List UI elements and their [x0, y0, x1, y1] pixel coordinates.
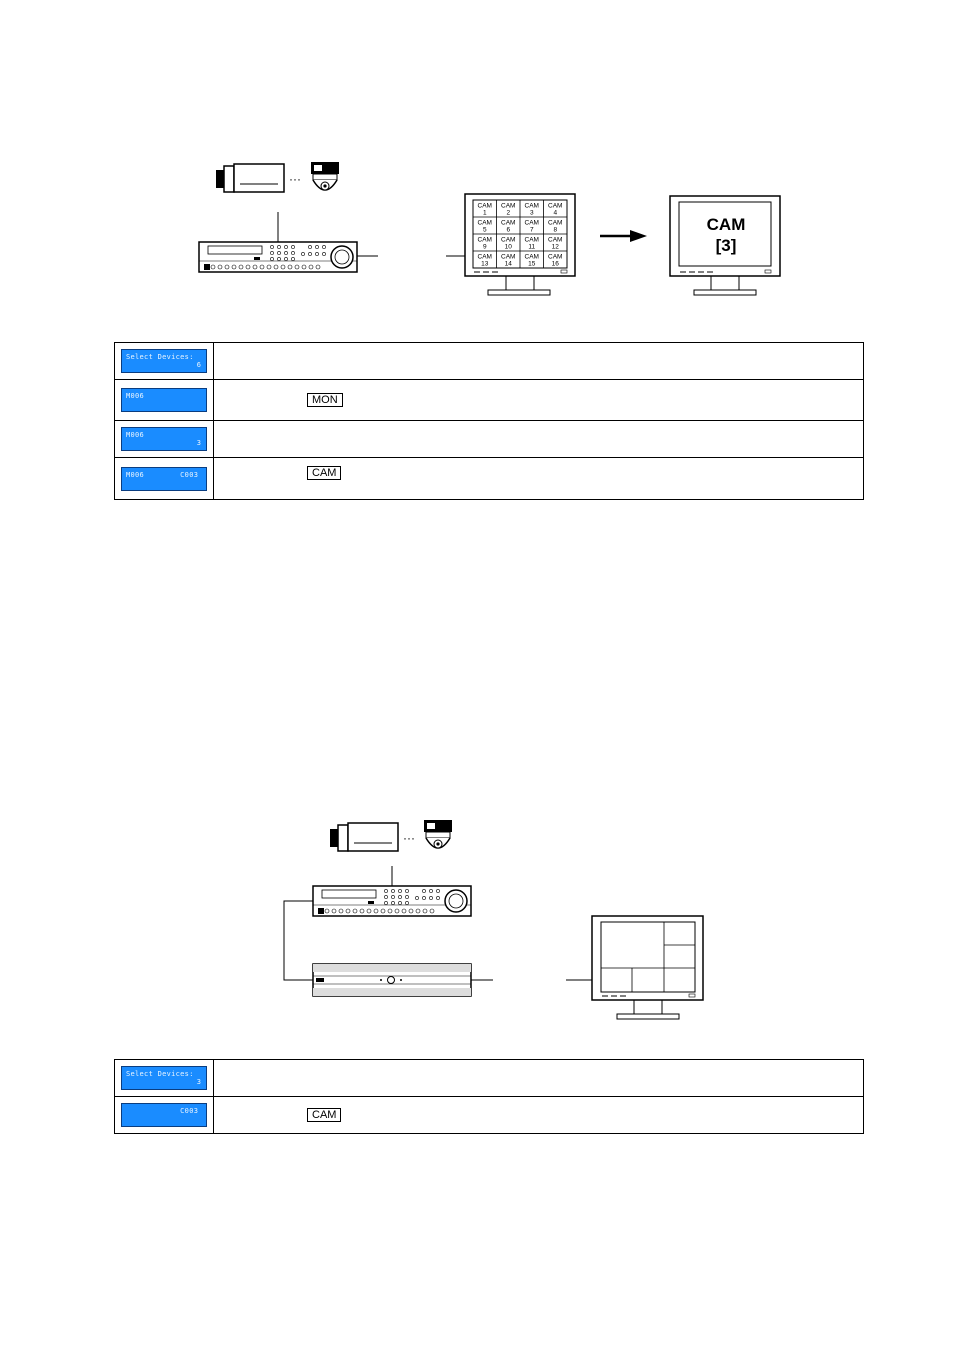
table-row — [115, 343, 864, 380]
grid-cell-cam-number: 1 — [482, 209, 487, 217]
top-system-diagram — [0, 150, 954, 310]
bottom-system-diagram — [0, 810, 954, 1025]
keyboard-controller-icon — [313, 886, 471, 916]
table-row — [115, 458, 864, 500]
single-screen-monitor-icon — [670, 196, 780, 295]
grid-cell-cam-number: 2 — [506, 209, 511, 217]
lcd-display: M006 3 — [121, 427, 207, 451]
dvr-unit-icon — [313, 964, 471, 996]
grid-cell-cam-number: 12 — [551, 243, 559, 251]
grid-cell-cam-label: CAM — [548, 253, 563, 261]
box-camera-icon — [216, 164, 284, 192]
steps-table-2 — [114, 1059, 864, 1134]
grid-cell-cam-label: CAM — [524, 219, 539, 227]
single-monitor-cam-number: [3] — [715, 236, 737, 255]
dome-camera-icon — [424, 820, 452, 848]
camera-ellipsis: ··· — [403, 831, 415, 845]
grid-cell-cam-label: CAM — [477, 253, 492, 261]
lcd-display: Select Devices: 3 — [121, 1066, 207, 1090]
cam-key-label: CAM — [307, 466, 341, 480]
grid-cell-cam-number: 8 — [553, 226, 558, 234]
grid-cell-cam-number: 13 — [481, 260, 489, 268]
box-camera-icon — [330, 823, 398, 851]
multiscreen-monitor-icon — [592, 916, 703, 1019]
grid-cell-cam-label: CAM — [548, 202, 563, 210]
grid-cell-cam-number: 14 — [504, 260, 512, 268]
grid-cell-cam-label: CAM — [524, 253, 539, 261]
lcd-display: M006 — [121, 388, 207, 412]
grid-cell-cam-number: 11 — [528, 243, 536, 251]
grid-cell-cam-number: 10 — [504, 243, 512, 251]
grid-cell-cam-label: CAM — [548, 219, 563, 227]
dome-camera-icon — [311, 162, 339, 190]
grid-cell-cam-label: CAM — [501, 219, 516, 227]
grid-cell-cam-label: CAM — [501, 236, 516, 244]
lcd-display: Select Devices: 6 — [121, 349, 207, 373]
table-row — [115, 421, 864, 458]
grid-cell-cam-number: 7 — [529, 226, 534, 234]
grid-cell-cam-label: CAM — [477, 219, 492, 227]
grid-cell-cam-label: CAM — [477, 202, 492, 210]
grid-cell-cam-number: 16 — [551, 260, 559, 268]
table-row — [115, 380, 864, 421]
grid-cell-cam-number: 3 — [529, 209, 534, 217]
arrow-right-icon — [600, 230, 647, 242]
grid-cell-cam-number: 4 — [553, 209, 558, 217]
camera-ellipsis: ··· — [289, 172, 301, 186]
grid-cell-cam-number: 9 — [482, 243, 487, 251]
grid-cell-cam-number: 6 — [506, 226, 511, 234]
lcd-display: M006 C003 — [121, 467, 207, 491]
keyboard-controller-icon — [199, 242, 357, 272]
table-row — [115, 1060, 864, 1097]
grid-cell-cam-label: CAM — [501, 202, 516, 210]
grid-cell-cam-number: 5 — [482, 226, 487, 234]
grid-cell-cam-label: CAM — [501, 253, 516, 261]
table-row — [115, 1097, 864, 1134]
cam-key-label: CAM — [307, 1108, 341, 1122]
grid-cell-cam-label: CAM — [524, 236, 539, 244]
grid-cell-cam-number: 15 — [528, 260, 536, 268]
grid-cell-cam-label: CAM — [524, 202, 539, 210]
grid-cell-cam-label: CAM — [548, 236, 563, 244]
steps-table-1 — [114, 342, 864, 500]
single-monitor-cam-label: CAM — [706, 215, 746, 234]
mon-key-label: MON — [307, 393, 343, 407]
grid-cell-cam-label: CAM — [477, 236, 492, 244]
lcd-display: C003 — [121, 1103, 207, 1127]
